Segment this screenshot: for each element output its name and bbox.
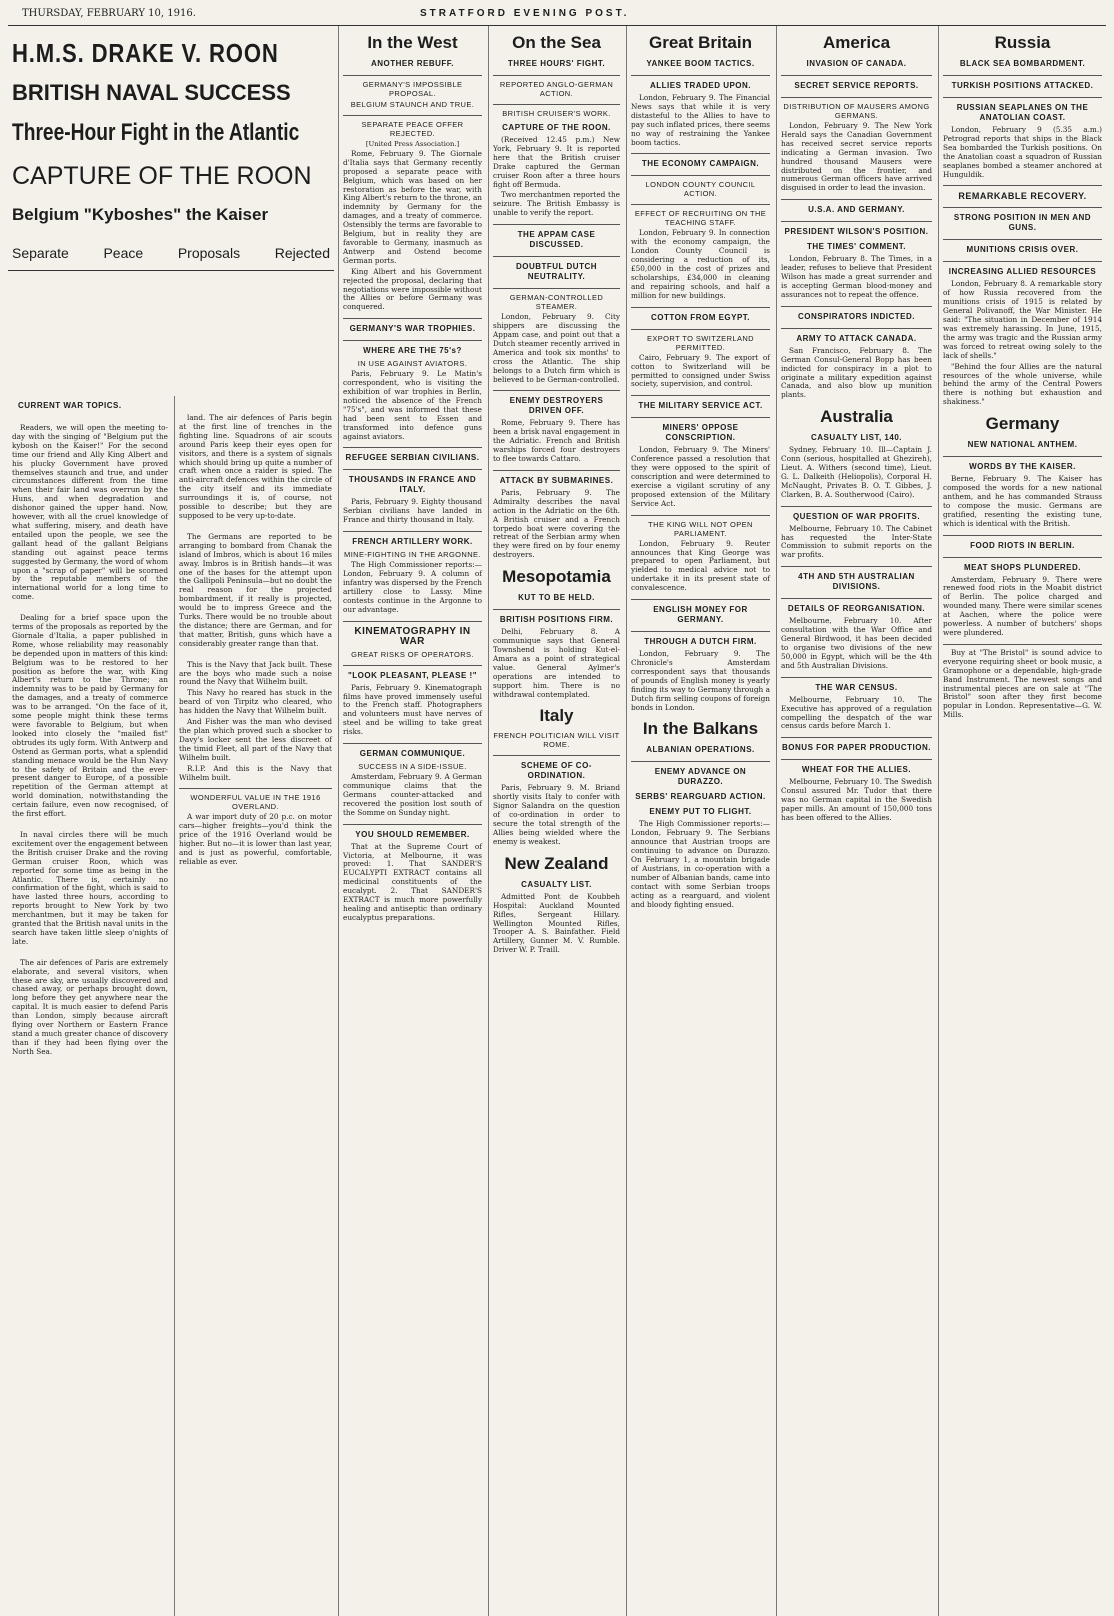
subhead: ARMY TO ATTACK CANADA. <box>796 333 917 343</box>
section-title-america: America <box>822 33 891 52</box>
subhead: THREE HOURS' FIGHT. <box>507 59 606 68</box>
article-paragraph: London, February 9. The New York Herald says the Canadian Government has received secret service reports indicating a German invasion. Two hundred thousand Mausers were distributed on the frontier, and numerous German officers have arrived disguised in order to lead the invasion. <box>781 121 932 193</box>
article-paragraph: Paris, February 9. Eighty thousand Serbian civilians have landed in France and thirty thousand in Italy. <box>343 497 482 525</box>
subhead: CASUALTY LIST. <box>521 879 592 889</box>
section-title-germany: Germany <box>985 414 1060 434</box>
subhead: FRENCH POLITICIAN WILL VISIT ROME. <box>493 731 620 750</box>
article-paragraph: Berne, February 9. The Kaiser has composed the words for a new national anthem, and he has commanded Strauss to compose the music. Germans are gratified, resenting the existing tune, which is identical with the British. <box>943 474 1102 528</box>
subhead: ENEMY ADVANCE ON DURAZZO. <box>654 767 747 787</box>
headline-capture-roon: CAPTURE OF THE ROON <box>12 162 312 190</box>
subhead: RUSSIAN SEAPLANES ON THE ANATOLIAN COAST. <box>956 103 1089 122</box>
subhead: THE ECONOMY CAMPAIGN. <box>641 159 760 169</box>
section-title-russia: Russia <box>994 33 1051 52</box>
subhead: LONDON COUNTY COUNCIL ACTION. <box>645 180 756 199</box>
subhead: BLACK SEA BOMBARDMENT. <box>959 59 1086 68</box>
article-paragraph: land. The air defences of Paris begin at the first line of trenches in the fighting line. Squadrons of air scouts around Paris keep their eyes open for visitors, and there is a system of signals which should bring up quite a number of craft when once a raider is spied. The anti-aircraft defences within the circle of the city itself and its immediate surroundings it is, of course, not possible to describe; but they are supposed to be very up-to-date. <box>179 413 332 520</box>
subhead: THE KING WILL NOT OPEN PARLIAMENT. <box>648 519 753 538</box>
article-paragraph: London, February 9. Reuter announces that King George was prepared to open Parliament, but yielded to medical advice not to undertake it in its present state of convalescence. <box>631 538 770 593</box>
subhead: DETAILS OF REORGANISATION. <box>787 604 926 614</box>
article-paragraph: London, February 9. The Chronicle's Amsterdam correspondent says that thousands of pounds of English money is yearly finding its way to Germany through a Dutch firm selling coupons of foreign bonds in London. <box>631 649 770 712</box>
subhead: DISTRIBUTION OF MAUSERS AMONG GERMANS. <box>783 102 930 120</box>
subhead: COTTON FROM EGYPT. <box>650 312 751 322</box>
subhead: TURKISH POSITIONS ATTACKED. <box>951 81 1094 90</box>
subhead: MINERS' OPPOSE CONSCRIPTION. <box>662 423 739 443</box>
subhead: SCHEME OF CO-ORDINATION. <box>521 761 592 781</box>
section-title-sea: On the Sea <box>512 33 601 52</box>
subhead: REPORTED ANGLO-GERMAN ACTION. <box>499 80 614 98</box>
article-paragraph: And Fisher was the man who devised the plan which proved such a shocker to Davy's locker sent the less discreet of the timid Fleet, all part of the Navy that Wilhelm built. <box>179 717 332 762</box>
article-paragraph: In naval circles there will be much excitement over the engagement between the British cruiser Drake and the roving German cruiser Roon, which was reported for some time as being in the Atlantic. There is, certainly no confirmation of the fight, which is said to have lasted three hours, according to reports brought to New York by two merchantmen, but it may be taken for granted that the British naval units in the search have taken little sleep o'nights of late. <box>12 829 168 946</box>
subhead: STRONG POSITION IN MEN AND GUNS. <box>953 213 1092 233</box>
headline-three-hour-fight: Three-Hour Fight in the Atlantic <box>12 119 300 146</box>
subhead: SEPARATE PEACE OFFER REJECTED. <box>361 120 464 138</box>
column-war-topics-a <box>8 396 172 1616</box>
main-headline-block <box>8 26 334 271</box>
article-paragraph: King Albert and his Government rejected the proposal, declaring that negotiations were impossible without the Allies or before Germany was conquered. <box>343 266 482 312</box>
subhead: MEAT SHOPS PLUNDERED. <box>963 562 1082 572</box>
article-paragraph: Rome, February 9. The Giornale d'Italia says that Germany recently proposed a separate peace with Belgium, which was based on her restoration as before the war, with King Albert's return to the throne, an indemnity by Germany for the damages, and a treaty of commerce. Ostensibly the terms are favorable to Belgium, but in reality they are favorable to Germany, inasmuch as Antwerp and Ostend become German ports. <box>343 148 482 265</box>
subhead: GERMAN-CONTROLLED STEAMER. <box>509 293 604 312</box>
subhead: ALBANIAN OPERATIONS. <box>646 745 755 755</box>
article-paragraph: London, February 8. A remarkable story of how Russia recovered from the munitions crisis of 1915 is related by General Polivanoff, the War Minister. He said: "The situation in December of 1914 was extremely harassing. In June, 1915, the army was tragic and the Russian army was forced to retreat owing solely to the lack of shells." <box>943 279 1102 360</box>
column-russia <box>938 26 1106 1616</box>
article-paragraph: Readers, we will open the meeting to-day with the singing of "Belgium put the kybosh on the Kaiser!" For the second time our friend and Ally King Albert and his plucky Government have proved themselves staunch and true, and under circumstances different from the time when their fair land was overrun by the Huns, and when degradation and dishonor gained the upper hand. Now, however, with all the cruel knowledge of what suffering, misery, and death have entailed upon the people, we see the gallant head of the gallant Belgians standing out against peace terms suggested by Germany, the word of whom upon a "scrap of paper" will be scorned by the reputable members of the international world for a long time to come. <box>12 423 168 602</box>
section-title-new-zealand: New Zealand <box>504 853 609 873</box>
subhead: YOU SHOULD REMEMBER. <box>355 829 470 839</box>
subhead: THE MILITARY SERVICE ACT. <box>638 401 763 411</box>
article-paragraph: Sydney, February 10. Ill—Captain J. Conn (serious, hospitalled at Ghezireh), Lieut. A. Withers (second time), Lieut. G. L. Dalkeith (Heliopolis), Corporal H. McNaught, Privates B. O. T. Gibbes, J. Clarken, B. A. Southerwood (Cairo). <box>781 445 932 499</box>
article-paragraph: The High Commissioner reports:—London, February 9. The Serbians announce that Austrian troops are continuing to advance on Durazzo. On February 1, a mountain brigade of Austrians, in co-operation with a number of Albanian bands, came into contact with some Serbian troops acting as a rearguard, and violent and bloody fighting ensued. <box>631 819 770 909</box>
subhead: ENGLISH MONEY FOR GERMANY. <box>653 605 748 625</box>
subhead: 4TH AND 5TH AUSTRALIAN DIVISIONS. <box>798 572 915 592</box>
subhead: REFUGEE SERBIAN CIVILIANS. <box>345 453 480 463</box>
section-title-australia: Australia <box>820 407 893 427</box>
subhead: BRITISH CRUISER'S WORK. <box>502 109 611 118</box>
subhead: INCREASING ALLIED RESOURCES <box>948 267 1097 277</box>
article-paragraph: The High Commissioner reports:—London, February 9. A column of infantry was dispersed by the French artillery close to Lassy. Mine contests continue in the Argonne to our advantage. <box>343 560 482 614</box>
subhead: THE TIMES' COMMENT. <box>807 242 906 252</box>
subhead: THROUGH A DUTCH FIRM. <box>644 637 757 647</box>
subhead: NEW NATIONAL ANTHEM. <box>967 440 1078 450</box>
subhead: U.S.A. AND GERMANY. <box>808 205 905 215</box>
subhead: CONSPIRATORS INDICTED. <box>798 311 915 321</box>
article-paragraph: R.I.P. And this is the Navy that Wilhelm built. <box>179 763 332 782</box>
subhead: GREAT RISKS OF OPERATORS. <box>351 649 474 659</box>
article-paragraph: London, February 9. The Miners' Conference passed a resolution that they were opposed to the spirit of conscription and were determined to exercise a vigilant scrutiny of any proposed extension of the Military Service Act. <box>631 445 770 508</box>
subhead: EFFECT OF RECRUITING ON THE TEACHING STAFF. <box>634 209 767 228</box>
subhead: WORDS BY THE KAISER. <box>969 462 1076 472</box>
subhead: "LOOK PLEASANT, PLEASE !" <box>348 670 477 680</box>
subhead: GERMAN COMMUNIQUE. <box>359 749 466 759</box>
overland-heading: WONDERFUL VALUE IN THE 1916 OVERLAND. <box>190 793 321 812</box>
column-on-the-sea <box>488 26 624 1616</box>
article-paragraph: This is the Navy that Jack built. These are the boys who made such a noise round the Navy that Wilhelm built. <box>179 659 332 687</box>
subhead: WHERE ARE THE 75's? <box>363 346 462 356</box>
subhead: IN USE AGAINST AVIATORS. <box>357 359 468 369</box>
subhead: ENEMY PUT TO FLIGHT. <box>649 807 752 817</box>
headline-naval-success: BRITISH NAVAL SUCCESS <box>12 80 291 105</box>
article-paragraph: Paris, February 9. M. Briand shortly visits Italy to confer with Signor Salandra on the question of co-ordination in order to secure the total strength of the Allies being wielded where the enemy is weakest. <box>493 783 620 846</box>
article-paragraph: Buy at "The Bristol" is sound advice to everyone requiring sheet or book music, a Gramophone or a dependable, high-grade Band Instrument. The newest songs and instrumental pieces are on sale at "The Bristol" soon after they first become popular in London. Representative—G. W. Mills. <box>943 647 1102 720</box>
article-paragraph: Paris, February 9. Le Matin's correspondent, who is visiting the exhibition of war trophies in Berlin, noticed the absence of the French "75's", and was informed that these had been sent to Essen and transformed into defence guns against aviators. <box>343 369 482 441</box>
subhead: KUT TO BE HELD. <box>518 593 595 603</box>
subhead: FOOD RIOTS IN BERLIN. <box>970 540 1075 550</box>
article-paragraph: Cairo, February 9. The export of cotton to Switzerland will be permitted to consigned under Swiss society, supervision, and control. <box>631 352 770 389</box>
headline-drake-roon: H.M.S. DRAKE V. ROON <box>12 38 279 68</box>
subhead: BELGIUM STAUNCH AND TRUE. <box>350 100 475 109</box>
column-war-topics-b <box>174 396 336 1616</box>
subhead: ALLIES TRADED UPON. <box>649 81 752 90</box>
article-paragraph: "Behind the four Allies are the natural resources of the whole universe, while behind the army of the Central Powers there is nothing but exhaustion and shakiness." <box>943 361 1102 407</box>
subhead: SECRET SERVICE REPORTS. <box>794 81 919 90</box>
subhead: SUCCESS IN A SIDE-ISSUE. <box>358 762 467 772</box>
article-paragraph: Two merchantmen reported the seizure. The British Embassy is unable to verify the report. <box>493 190 620 218</box>
section-title-italy: Italy <box>539 706 574 726</box>
subhead: PRESIDENT WILSON'S POSITION. <box>784 227 929 237</box>
source-line: [United Press Association.] <box>365 140 460 148</box>
section-title-mesopotamia: Mesopotamia <box>502 567 611 587</box>
article-paragraph: This Navy ho reared has stuck in the beard of von Tirpitz who cleared, who has hidden the Navy that Wilhelm built. <box>179 688 332 716</box>
subhead: CAPTURE OF THE ROON. <box>502 123 611 132</box>
section-title-west: In the West <box>367 33 458 52</box>
subhead: CASUALTY LIST, 140. <box>811 433 902 443</box>
article-paragraph: Paris, February 9. Kinematograph films have proved immensely useful to the French staff. Photographers and volunteers must have nerves of steel and be willing to take great risks. <box>343 682 482 737</box>
article-paragraph: A war import duty of 20 p.c. on motor cars—higher freights—you'd think the price of the 1916 Overland would be higher. But no—it is lower than last year, and is just as powerful, comfortable, reliable as ever. <box>179 812 332 866</box>
subhead: SERBS' REARGUARD ACTION. <box>635 792 766 802</box>
article-paragraph: Rome, February 9. There has been a brisk naval engagement in the Adriatic. French and British warships forced four destroyers to flee towards Cattaro. <box>493 418 620 464</box>
subhead: GERMANY'S WAR TROPHIES. <box>349 324 476 334</box>
column-america <box>776 26 936 1616</box>
subhead: MINE-FIGHTING IN THE ARGONNE. <box>344 550 481 560</box>
column-in-the-west <box>338 26 486 1616</box>
subhead: QUESTION OF WAR PROFITS. <box>792 511 921 521</box>
article-paragraph: Delhi, February 8. A communique says that General Townshend is holding Kut-el-Amara as a point of strategical value. General Aylmer's operations are intended to support him. There is no withdrawal contemplated. <box>493 627 620 699</box>
section-title-britain: Great Britain <box>649 33 752 52</box>
war-topics-title: CURRENT WAR TOPICS. <box>18 401 122 410</box>
article-paragraph: Melbourne, February 10. The Executive has approved of a regulation compelling the despatch of the war census cards before March 1. <box>781 694 932 731</box>
subhead: GERMANY'S IMPOSSIBLE PROPOSAL. <box>362 80 463 98</box>
article-paragraph: Amsterdam, February 9. A German communique claims that the Germans counter-attacked and recovered the position lost south of the Somme on Sunday night. <box>343 772 482 817</box>
article-paragraph: London, February 9. City shippers are discussing the Appam case, and point out that a Dutch steamer recently arrived in America and took six months' to cross the Atlantic. The ship belongs to a Dutch firm which is believed to be German-controlled. <box>493 312 620 384</box>
subhead: KINEMATOGRAPHY IN WAR <box>354 625 471 647</box>
article-paragraph: San Francisco, February 8. The German Consul-General Bopp has been indicted for conspiracy in a plot to originate a military expedition against Canada, and also blow up munition plants. <box>781 345 932 400</box>
masthead <box>8 4 1106 26</box>
article-paragraph: Amsterdam, February 9. There were renewed food riots in the Moabit district of Berlin. The police charged and wounded many. There were similar scenes at Aachen, where the police were powerless. A number of butchers' shops were plundered. <box>943 574 1102 637</box>
article-paragraph: Paris, February 9. The Admiralty describes the naval action in the Adriatic on the 6th. A British cruiser and a French torpedo boat were covering the retreat of the Serbian army when they were fired on by four enemy destroyers. <box>493 487 620 560</box>
subhead: ATTACK BY SUBMARINES. <box>499 475 614 485</box>
masthead-date: THURSDAY, FEBRUARY 10, 1916. <box>22 8 196 19</box>
subhead: ANOTHER REBUFF. <box>370 59 455 68</box>
article-paragraph: Melbourne, February 10. The Swedish Consul assured Mr. Tudor that there was no German capital in the Swedish paper mills. An amount of 150,000 tons has been offered to the Allies. <box>781 777 932 822</box>
headline-belgium: Belgium "Kyboshes" the Kaiser <box>12 205 269 224</box>
subhead: BONUS FOR PAPER PRODUCTION. <box>782 743 931 753</box>
subhead: FRENCH ARTILLERY WORK. <box>352 537 473 547</box>
article-paragraph: That at the Supreme Court of Victoria, at Melbourne, it was proved: 1. That SANDER'S EUCALYPTI EXTRACT contains all medicinal constituents of the eucalypt. 2. That SANDER'S EXTRACT is much more powerfully healing and antiseptic than ordinary eucalyptus preparations. <box>343 841 482 922</box>
subhead: YANKEE BOOM TACTICS. <box>646 59 755 68</box>
subhead: INVASION OF CANADA. <box>806 59 907 68</box>
subhead: DOUBTFUL DUTCH NEUTRALITY. <box>515 262 598 282</box>
subhead: ENEMY DESTROYERS DRIVEN OFF. <box>509 396 604 416</box>
subhead: THE APPAM CASE DISCUSSED. <box>517 230 596 250</box>
subhead: REMARKABLE RECOVERY. <box>958 191 1087 202</box>
subhead: BRITISH POSITIONS FIRM. <box>499 615 614 625</box>
article-paragraph: London, February 9. The Financial News says that while it is very distasteful to the Allies to have to pay such inflated prices, there seems no way of restraining the Yankee boom tactics. <box>631 93 770 147</box>
subhead: EXPORT TO SWITZERLAND PERMITTED. <box>646 333 755 352</box>
section-title-balkans: In the Balkans <box>642 719 759 739</box>
article-paragraph: Melbourne, February 10. The Cabinet has requested the Inter-State Commission to submit reports on the war profits. <box>781 523 932 560</box>
article-paragraph: Melbourne, February 10. After consultation with the War Office and General Birdwood, it has been decided to organise two divisions of the new 50,000 in Egypt, which will be the 4th and 5th Australian Divisions. <box>781 616 932 670</box>
article-paragraph: London, February 9 (5.35 a.m.) Petrograd reports that ships in the Black Sea bombarded the Turkish positions. On the Anatolian coast a squadron of Russian seaplanes bombed a steamer anchored at Hunguldik. <box>943 125 1102 179</box>
subhead: THE WAR CENSUS. <box>815 682 898 692</box>
article-paragraph: Admitted Pont de Koubbeh Hospital: Auckland Mounted Rifles, Sergeant Hillary. Wellington Mounted Rifles, Trooper A. S. Bainfather. Field Artillery, Gunner M. V. Rumble. Driver W. P. Traill. <box>493 891 620 955</box>
headline-separate-peace: Separate Peace Proposals Rejected <box>12 245 330 261</box>
subhead: WHEAT FOR THE ALLIES. <box>801 765 912 775</box>
article-paragraph: The air defences of Paris are extremely elaborate, and several visitors, when these are sky, are usually discovered and chased away, or perhaps brought down, long before they get anywhere near the capital. It is much easier to defend Paris than London, simply because aircraft flying over Northern or Eastern France stand a much greater chance of discovery than if they had been flying over the North Sea. <box>12 957 168 1056</box>
article-paragraph: Dealing for a brief space upon the terms of the proposals as reported by the Giornale d'Italia, a paper published in Rome, whose reliability may reasonably be depended upon in matters of this kind: Belgium was to be restored to her position as before the war, with King Albert's return to the Throne; an indemnity was to be paid by Germany for the damages, and a treaty of commerce was to be arranged. "On the face of it, some people might think these terms were favorable to Belgium, but when looked into closely the "mailed fist" obtrudes its ugly form. With Antwerp and Ostend as German ports, what a splendid standing menace would be the Hun Navy to the safety of Britain and the ever-present danger to Europe, of a possible repetition of the German attempt at world domination, notwithstanding the certain failure, even now recognised, of the first effort. <box>12 613 168 819</box>
subhead: THOUSANDS IN FRANCE AND ITALY. <box>348 475 477 495</box>
article-paragraph: (Received 12.45 p.m.) New York, February 9. It is reported here that the British cruiser Drake captured the German cruiser Roon after a three hours fight off Bermuda. <box>493 135 620 189</box>
column-great-britain <box>626 26 774 1616</box>
article-paragraph: The Germans are reported to be arranging to bombard from Chanak the island of Imbros, which is about 16 miles away. Imbros is in British hands—it was one of the bases for the attempt upon the Gallipoli Peninsula—but no doubt the real reason for the projected bombardment, if it really is projected, would be to impress Greece and the Turks. There would be no trouble about the distance; there are German, and for that matter, British, guns which have a considerably greater range than that. <box>179 531 332 648</box>
subhead: MUNITIONS CRISIS OVER. <box>966 245 1079 255</box>
article-paragraph: London, February 9. In connection with the economy campaign, the London County Council is considering a reduction of its, £50,000 in the cost of prizes and scholarships, £34,000 in cleaning and repairing schools, and half a million for new buildings. <box>631 228 770 300</box>
article-paragraph: London, February 8. The Times, in a leader, refuses to believe that President Wilson has made a great surrender and is accepting German blood-money and assurances not to repeat the offence. <box>781 254 932 299</box>
masthead-title: STRATFORD EVENING POST. <box>420 8 630 19</box>
